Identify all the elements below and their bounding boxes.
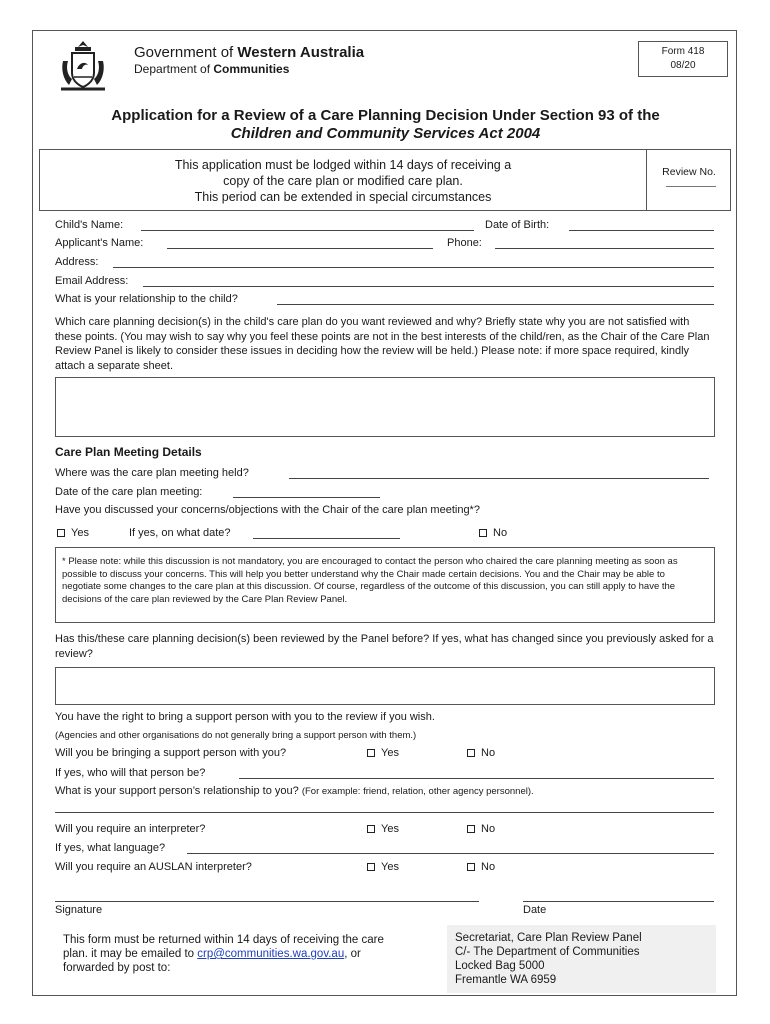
phone-label: Phone: bbox=[447, 237, 482, 249]
language-field[interactable] bbox=[187, 843, 714, 854]
support-relationship-label: What is your support person’s relationship to you? (For example: friend, relation, other agency personnel). bbox=[55, 785, 534, 797]
agencies-note: (Agencies and other organisations do not generally bring a support person with them.) bbox=[55, 730, 417, 741]
applicant-name-field[interactable] bbox=[167, 238, 433, 249]
previous-review-box[interactable] bbox=[55, 667, 715, 705]
meeting-date-field[interactable] bbox=[233, 487, 380, 498]
form-page bbox=[32, 30, 737, 996]
form-number-box bbox=[638, 41, 728, 77]
form-date: 08/20 bbox=[670, 60, 696, 71]
checkbox-icon bbox=[467, 825, 475, 833]
support-relationship-field[interactable] bbox=[55, 802, 714, 813]
meeting-where-label: Where was the care plan meeting held? bbox=[55, 467, 249, 479]
discussed-date-field[interactable] bbox=[253, 528, 400, 539]
checkbox-icon bbox=[467, 749, 475, 757]
signature-field[interactable] bbox=[55, 891, 479, 902]
checkbox-icon bbox=[367, 863, 375, 871]
dob-label: Date of Birth: bbox=[485, 219, 550, 231]
department-name: Department of Communities bbox=[134, 62, 290, 76]
applicant-name-label: Applicant's Name: bbox=[55, 237, 144, 249]
email-link[interactable]: crp@communities.wa.gov.au bbox=[197, 948, 345, 960]
meeting-heading: Care Plan Meeting Details bbox=[55, 445, 202, 459]
dob-field[interactable] bbox=[569, 220, 714, 231]
auslan-yes-option[interactable]: Yes bbox=[367, 861, 399, 873]
interpreter-no-option[interactable]: No bbox=[467, 823, 495, 835]
review-number-field[interactable] bbox=[666, 186, 716, 187]
support-who-label: If yes, who will that person be? bbox=[55, 767, 206, 779]
discussed-yes-option[interactable]: Yes bbox=[57, 527, 89, 539]
checkbox-icon bbox=[57, 529, 65, 537]
form-title: Application for a Review of a Care Planning Decision Under Section 93 of the bbox=[111, 107, 660, 124]
meeting-where-field[interactable] bbox=[289, 468, 709, 479]
form-title-act: Children and Community Services Act 2004 bbox=[230, 125, 541, 142]
return-instructions: This form must be returned within 14 days of receiving the care plan. it may be emailed to crp@communities.wa.gov.au, or forwarded by post to: bbox=[63, 934, 384, 974]
government-name: Government of Western Australia bbox=[134, 44, 365, 61]
signature-label: Signature bbox=[55, 904, 103, 916]
support-who-field[interactable] bbox=[239, 768, 714, 779]
address-field[interactable] bbox=[113, 257, 714, 268]
address-label: Address: bbox=[55, 256, 99, 268]
support-right-text: You have the right to bring a support person with you to the review if you wish. bbox=[55, 711, 435, 723]
meeting-date-label: Date of the care plan meeting: bbox=[55, 486, 203, 498]
phone-field[interactable] bbox=[495, 238, 714, 249]
review-number-label: Review No. bbox=[662, 166, 716, 178]
discussed-no-option[interactable]: No bbox=[479, 527, 507, 539]
meeting-note-box bbox=[55, 547, 715, 623]
support-yes-option[interactable]: Yes bbox=[367, 747, 399, 759]
review-question: Which care planning decision(s) in the child's care plan do you want reviewed and why? Briefly state why you are not satisfied with these points. (You may wish to say why you feel these points are not in the best interests of the child/ren, as the Chair of the Care Plan Review Panel is likely to consider these issues in deciding how the review will be held.) Please note: if more space required, kindly attach a separate sheet. bbox=[55, 316, 710, 372]
checkbox-icon bbox=[467, 863, 475, 871]
child-name-label: Child's Name: bbox=[55, 219, 124, 231]
date-label: Date bbox=[523, 904, 547, 916]
child-name-field[interactable] bbox=[141, 220, 474, 231]
support-no-option[interactable]: No bbox=[467, 747, 495, 759]
postal-address: Secretariat, Care Plan Review Panel C/- The Department of Communities Locked Bag 5000 Fremantle WA 6959 bbox=[447, 925, 716, 993]
email-field[interactable] bbox=[143, 276, 714, 287]
language-label: If yes, what language? bbox=[55, 842, 166, 854]
notice-line-2: copy of the care plan or modified care plan. bbox=[223, 174, 463, 188]
auslan-question: Will you require an AUSLAN interpreter? bbox=[55, 861, 252, 873]
coat-of-arms-logo bbox=[55, 39, 111, 95]
form-number: Form 418 bbox=[661, 46, 705, 57]
signature-date-field[interactable] bbox=[523, 891, 714, 902]
notice-line-1: This application must be lodged within 14 days of receiving a bbox=[174, 158, 512, 172]
previous-review-question: Has this/these care planning decision(s) been reviewed by the Panel before? If yes, what has changed since you previously asked for a review? bbox=[55, 633, 714, 660]
checkbox-icon bbox=[479, 529, 487, 537]
review-reasons-box[interactable] bbox=[55, 377, 715, 437]
meeting-note: * Please note: while this discussion is not mandatory, you are encouraged to contact the person who chaired the care planning meeting as soon as possible to discuss your concerns. This will help you better understand why the Chair made certain decisions. You and the Chair may be able to negotiate some changes to the care plan at this discussion. Of course, regardless of the outcome of this discussion, you can still apply to have the decisions of the care plan reviewed by the Care Plan Review Panel. bbox=[62, 556, 678, 605]
relationship-label: What is your relationship to the child? bbox=[55, 293, 238, 305]
checkbox-icon bbox=[367, 825, 375, 833]
relationship-field[interactable] bbox=[277, 294, 714, 305]
lodgement-notice bbox=[39, 149, 731, 211]
email-label: Email Address: bbox=[55, 275, 129, 287]
discussed-question: Have you discussed your concerns/objections with the Chair of the care plan meeting*? bbox=[55, 504, 480, 516]
checkbox-icon bbox=[367, 749, 375, 757]
notice-divider bbox=[646, 150, 647, 210]
notice-line-3: This period can be extended in special circumstances bbox=[194, 190, 492, 204]
interpreter-question: Will you require an interpreter? bbox=[55, 823, 206, 835]
discussed-date-label: If yes, on what date? bbox=[129, 527, 231, 539]
auslan-no-option[interactable]: No bbox=[467, 861, 495, 873]
support-bringing-question: Will you be bringing a support person with you? bbox=[55, 747, 287, 759]
interpreter-yes-option[interactable]: Yes bbox=[367, 823, 399, 835]
